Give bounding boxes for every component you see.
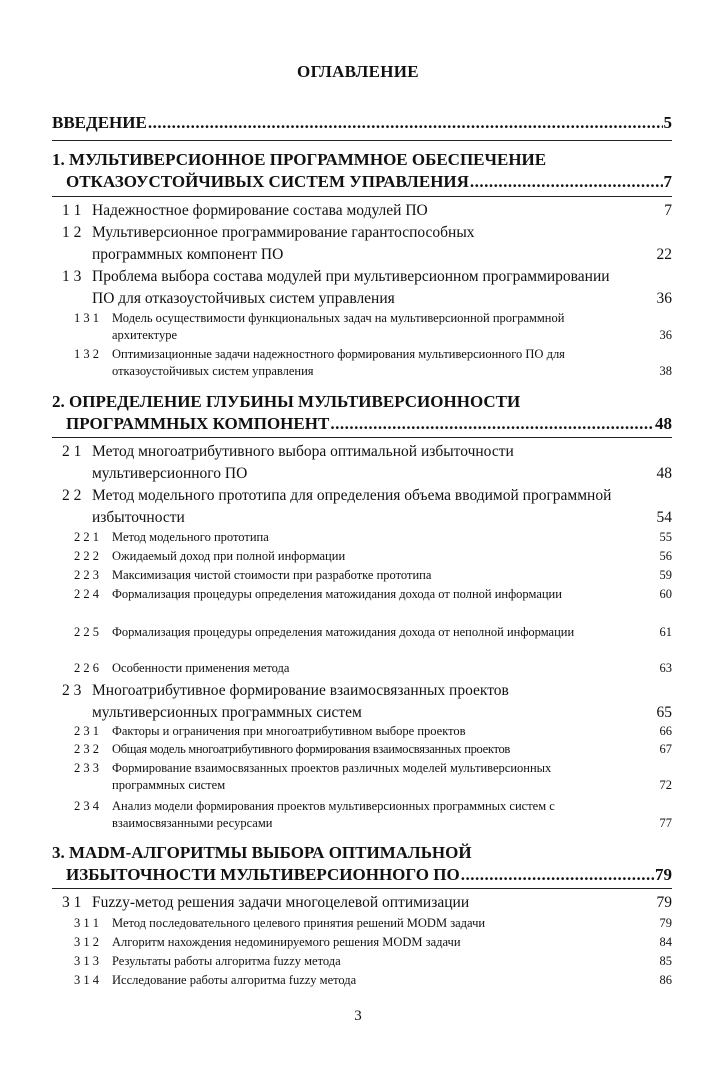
section-page: 54 <box>656 509 672 526</box>
toc-subsection-2-2-4[interactable] <box>74 586 672 603</box>
subsection-page: 85 <box>659 954 672 968</box>
section-page: 36 <box>656 290 672 307</box>
section-page: 22 <box>656 246 672 263</box>
leader-dots <box>330 413 654 435</box>
toc-chapter-3[interactable] <box>52 842 672 886</box>
page-number: 3 <box>354 1008 362 1024</box>
section-page: 79 <box>656 894 672 911</box>
subsection-number: 1 3 1 <box>74 311 99 325</box>
chapter-page: 48 <box>655 414 672 433</box>
subsection-title: Модель осуществимости функциональных задач на мультиверсионной программной архитектуре <box>112 311 565 342</box>
chapter-title-line1: 2. ОПРЕДЕЛЕНИЕ ГЛУБИНЫ МУЛЬТИВЕРСИОННОСТИ <box>52 392 521 411</box>
subsection-page: 67 <box>659 742 672 756</box>
toc-subsection-2-3-3[interactable] <box>74 760 672 794</box>
subsection-page: 60 <box>659 587 672 601</box>
subsection-number: 3 1 3 <box>74 954 99 968</box>
toc-section-2-1[interactable] <box>62 441 672 485</box>
toc-subsection-1-3-1[interactable] <box>74 310 672 344</box>
subsection-title: Факторы и ограничения при многоатрибутивном выборе проектов <box>112 724 466 738</box>
subsection-title: Максимизация чистой стоимости при разработке прототипа <box>112 568 432 582</box>
toc-section-1-3[interactable] <box>62 266 672 310</box>
section-page: 65 <box>656 704 672 721</box>
subsection-page: 63 <box>659 661 672 675</box>
page-title: ОГЛАВЛЕНИЕ <box>297 62 419 81</box>
subsection-page: 66 <box>659 724 672 738</box>
section-title: Многоатрибутивное формирование взаимосвязанных проектов мультиверсионных программных систем <box>92 682 509 721</box>
intro-page: 5 <box>663 113 672 132</box>
toc-intro[interactable] <box>52 112 672 134</box>
subsection-page: 79 <box>659 916 672 930</box>
subsection-number: 2 2 6 <box>74 661 99 675</box>
subsection-number: 2 2 4 <box>74 587 99 601</box>
toc-section-1-1[interactable] <box>62 200 672 222</box>
subsection-title: Формирование взаимосвязанных проектов различных моделей мультиверсионных программных систем <box>112 761 552 792</box>
toc-subsection-3-1-2[interactable] <box>74 934 672 951</box>
section-number: 2 1 <box>62 443 82 460</box>
toc-section-3-1[interactable] <box>62 892 672 914</box>
subsection-title: Особенности применения метода <box>112 661 290 675</box>
section-title: Метод модельного прототипа для определения объема вводимой программной избыточности <box>92 487 612 526</box>
subsection-number: 2 3 2 <box>74 742 99 756</box>
subsection-number: 3 1 2 <box>74 935 99 949</box>
subsection-title: Формализация процедуры определения матожидания дохода от полной информации <box>112 587 562 601</box>
subsection-title: Алгоритм нахождения недоминируемого решения MODM задачи <box>112 935 461 949</box>
subsection-number: 2 3 4 <box>74 799 99 813</box>
section-number: 1 1 <box>62 202 82 219</box>
toc-chapter-1[interactable] <box>52 149 672 193</box>
toc-subsection-2-3-2[interactable] <box>74 741 672 758</box>
subsection-page: 84 <box>659 935 672 949</box>
subsection-title: Общая модель многоатрибутивного формирования взаимосвязанных проектов <box>112 742 511 756</box>
leader-dots <box>461 864 654 886</box>
subsection-title: Метод модельного прототипа <box>112 530 269 544</box>
toc-subsection-3-1-4[interactable] <box>74 972 672 989</box>
chapter-title-line1: 3. MADM-АЛГОРИТМЫ ВЫБОРА ОПТИМАЛЬНОЙ <box>52 843 472 862</box>
section-number: 3 1 <box>62 894 82 911</box>
chapter-page: 7 <box>663 172 672 191</box>
leader-dots <box>148 112 663 134</box>
subsection-number: 2 2 5 <box>74 625 99 639</box>
subsection-title: Оптимизационные задачи надежностного формирования мультиверсионного ПО для отказоустойчивых систем управления <box>112 347 565 378</box>
section-page: 48 <box>656 465 672 482</box>
toc-subsection-2-2-3[interactable] <box>74 567 672 584</box>
toc-subsection-1-3-2[interactable] <box>74 346 672 380</box>
subsection-page: 55 <box>659 530 672 544</box>
subsection-page: 61 <box>659 625 672 639</box>
subsection-number: 3 1 4 <box>74 973 99 987</box>
chapter-title-line1: 1. МУЛЬТИВЕРСИОННОЕ ПРОГРАММНОЕ ОБЕСПЕЧЕНИЕ <box>52 150 547 169</box>
chapter-page: 79 <box>655 865 672 884</box>
subsection-title: Анализ модели формирования проектов мультиверсионных программных систем с взаимосвязанными ресурсами <box>112 799 555 830</box>
toc-subsection-3-1-3[interactable] <box>74 953 672 970</box>
subsection-number: 2 2 1 <box>74 530 99 544</box>
section-number: 2 2 <box>62 487 82 504</box>
section-title: Метод многоатрибутивного выбора оптимальной избыточности мультиверсионного ПО <box>92 443 514 482</box>
subsection-page: 72 <box>659 778 672 792</box>
section-number: 1 3 <box>62 268 82 285</box>
section-title: Надежностное формирование состава модулей ПО <box>92 202 428 219</box>
subsection-title: Ожидаемый доход при полной информации <box>112 549 346 563</box>
toc-chapter-2[interactable] <box>52 391 672 435</box>
divider-line <box>52 196 672 197</box>
subsection-page: 77 <box>659 816 672 830</box>
subsection-number: 2 3 3 <box>74 761 99 775</box>
toc-subsection-2-2-2[interactable] <box>74 548 672 565</box>
subsection-title: Результаты работы алгоритма fuzzy метода <box>112 954 341 968</box>
subsection-title: Исследование работы алгоритма fuzzy метода <box>112 973 357 987</box>
toc-section-2-2[interactable] <box>62 485 672 529</box>
chapter-title-line2: ОТКАЗОУСТОЙЧИВЫХ СИСТЕМ УПРАВЛЕНИЯ <box>66 172 469 191</box>
toc-subsection-2-2-5[interactable] <box>74 624 672 641</box>
chapter-title-line2: ПРОГРАММНЫХ КОМПОНЕНТ <box>66 414 330 433</box>
subsection-number: 2 2 2 <box>74 549 99 563</box>
divider-line <box>52 888 672 889</box>
section-title: Fuzzy-метод решения задачи многоцелевой оптимизации <box>92 894 470 911</box>
toc-subsection-2-3-1[interactable] <box>74 723 672 740</box>
subsection-page: 36 <box>659 328 672 342</box>
toc-subsection-2-2-6[interactable] <box>74 660 672 677</box>
subsection-page: 86 <box>659 973 672 987</box>
toc-section-2-3[interactable] <box>62 680 672 724</box>
subsection-number: 1 3 2 <box>74 347 99 361</box>
leader-dots <box>470 171 663 193</box>
section-page: 7 <box>664 202 672 219</box>
subsection-page: 56 <box>659 549 672 563</box>
toc-subsection-2-2-1[interactable] <box>74 529 672 546</box>
subsection-number: 3 1 1 <box>74 916 99 930</box>
toc-section-1-2[interactable] <box>62 222 672 266</box>
subsection-number: 2 3 1 <box>74 724 99 738</box>
section-title: Мультиверсионное программирование гарантоспособных программных компонент ПО <box>92 224 475 263</box>
intro-label: ВВЕДЕНИЕ <box>52 113 147 132</box>
divider-line <box>52 140 672 141</box>
section-number: 1 2 <box>62 224 82 241</box>
toc-subsection-3-1-1[interactable] <box>74 915 672 932</box>
toc-subsection-2-3-4[interactable] <box>74 798 672 832</box>
subsection-title: Метод последовательного целевого принятия решений MODM задачи <box>112 916 486 930</box>
section-title: Проблема выбора состава модулей при мультиверсионном программировании ПО для отказоустойчивых систем управления <box>92 268 610 307</box>
subsection-title: Формализация процедуры определения матожидания дохода от неполной информации <box>112 625 575 639</box>
subsection-number: 2 2 3 <box>74 568 99 582</box>
chapter-title-line2: ИЗБЫТОЧНОСТИ МУЛЬТИВЕРСИОННОГО ПО <box>66 865 460 884</box>
section-number: 2 3 <box>62 682 82 699</box>
subsection-page: 38 <box>659 364 672 378</box>
subsection-page: 59 <box>659 568 672 582</box>
divider-line <box>52 437 672 438</box>
